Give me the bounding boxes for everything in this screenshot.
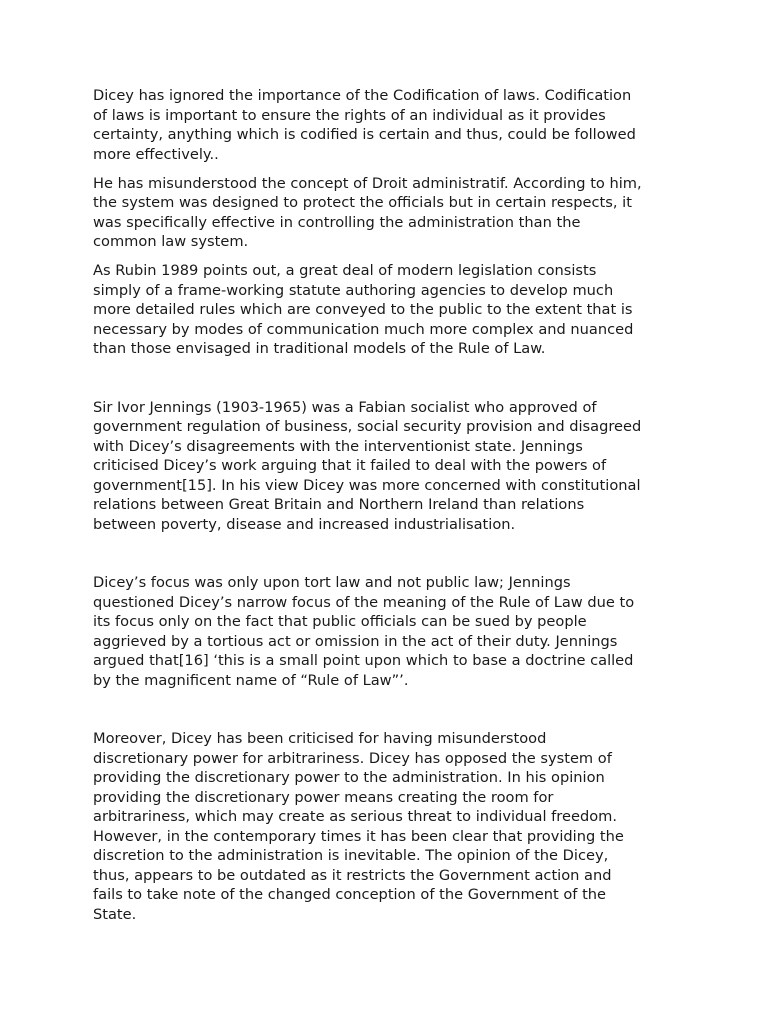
paragraph-spacer — [93, 359, 683, 398]
paragraph-spacer — [93, 690, 683, 729]
paragraph-codification: Dicey has ignored the importance of the Codification of laws. Codification of laws is important to ensure the rights of an individual as it provides certainty, anything which is codified is certain and thus, could be followed more effectively.. — [93, 87, 636, 163]
paragraph-jennings: Sir Ivor Jennings (1903-1965) was a Fabian socialist who approved of government regulation of business, social security provision and disagreed with Dicey’s disagreements with the interventionist state. Jennings criticised Dicey’s work arguing that it failed to deal with the powers of government[15]. In his view Dicey was more concerned with constitutional relations between Great Britain and Northern Ireland than relations between poverty, disease and increased industrialisation. — [93, 398, 642, 533]
paragraph-rubin: As Rubin 1989 points out, a great deal of modern legislation consists simply of a frame-working statute authoring agencies to develop much more detailed rules which are conveyed to the public to the extent that is necessary by modes of communication much more complex and nuanced than those envisaged in traditional models of the Rule of Law. — [93, 262, 634, 357]
paragraph-tort-law: Dicey’s focus was only upon tort law and not public law; Jennings questioned Dicey’s narrow focus of the meaning of the Rule of Law due to its focus only on the fact that public officials can be sued by people aggrieved by a tortious act or omission in the act of their duty. Jennings argued that[16] ‘this is a small point upon which to base a doctrine called by the magnificent name of “Rule of Law”’. — [93, 574, 635, 689]
paragraph-discretionary-power: Moreover, Dicey has been criticised for having misunderstood discretionary power for arbitrariness. Dicey has opposed the system of providing the discretionary power to the administration. In his opinion providing the discretionary power means creating the room for arbitrariness, which may create as serious threat to individual freedom. However, in the contemporary times it has been clear that providing the discretion to the administration is inevitable. The opinion of the Dicey, thus, appears to be outdated as it restricts the Government action and fails to take note of the changed conception of the Government of the State. — [93, 730, 624, 923]
paragraph-droit-administratif: He has misunderstood the concept of Droit administratif. According to him, the system was designed to protect the officials but in certain respects, it was specifically effective in controlling the administration than the common law system. — [93, 174, 642, 250]
paragraph-spacer — [93, 534, 683, 573]
document-page — [93, 86, 683, 924]
paragraph-spacer — [93, 252, 683, 262]
paragraph-spacer — [93, 164, 683, 174]
